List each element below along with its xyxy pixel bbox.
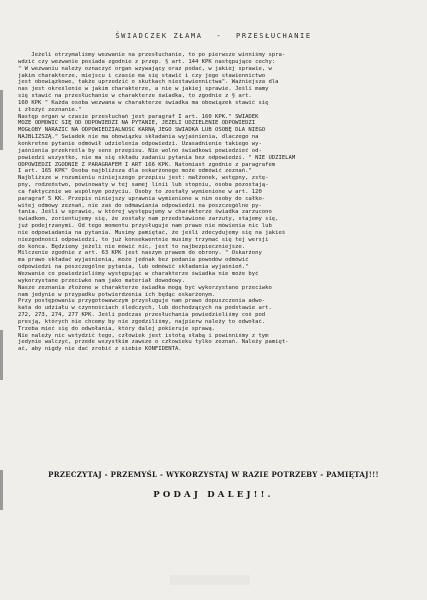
text-line: I art. 165 KPK" Osoba najbliższa dla oskarżonego może odmówić zeznań." xyxy=(18,168,252,175)
text-line: pny, rodzeństwo, powinowaty w tej samej linii lub stopniu, osoba pozostają- xyxy=(18,182,269,189)
text-line: odpowiedzi na poszczególne pytania, lub odmówić składania wyjaśnień." xyxy=(18,264,249,271)
text-line: Jeżeli otrzymaliśmy wezwanie na przesłuchanie, to po pierwsze winniśmy spra- xyxy=(18,52,286,58)
text-line: presją, których nie chcemy by nie zgodziliśmy, najpierw należy to odwołać. xyxy=(18,318,266,325)
text-line: Nie należy nic wstydzić tego, człowiek jest istotą słabą i powinniśmy z tym xyxy=(18,332,269,339)
text-line: i złożyć zeznanie." xyxy=(18,106,82,113)
paragraph xyxy=(18,52,414,114)
text-line: ać, aby nigdy nie dać zrobić z siebie KONFIDENTA. xyxy=(18,346,182,353)
text-line: Trzeba mieć się do odwołania, który dalej pokieruje sprawą. xyxy=(18,325,216,332)
text-line: MOŻE ODMÓWIĆ SIĘ OD ODPOWIEDZI NA PYTANIE, JEŻELI UDZIELENIE ODPOWIEDZI xyxy=(18,120,256,127)
text-line: Milczenie zgodnie z art. 63 KPK jest naszym prawem do obrony. " Oskarżony xyxy=(18,250,262,257)
text-line: paragraf 5 KK. Przepis niniejszy uprawnia wymienione w nim osoby do całko- xyxy=(18,195,266,202)
text-line: witej odmowy zeznań, nie zaś do odmawiania odpowiedzi na poszczególne py- xyxy=(18,202,262,209)
text-line: jakim charakterze, miejscu i czasie ma się stawić i czy jego stawiennictwo xyxy=(18,72,266,79)
paragraph xyxy=(18,285,414,353)
text-line: jaśnienia przekreśla by sens przepisu. Nie wolno świadkowi powiedzieć od- xyxy=(18,147,262,154)
text-line: już podejrzanymi. Od tego momentu przysługuje nam prawo nie mówienia nic lub xyxy=(18,223,272,230)
scan-edge-mark xyxy=(0,330,3,380)
text-line: MOGŁOBY NARAZIĆ NA ODPOWIEDZIALNOŚĆ KARNĄ JEGO ŚWIADKA LUB OSOBĘ DLA NIEGO xyxy=(18,127,266,134)
text-line: ca faktycznie we wspólnym pożyciu. Osoby to zostały wymienione w art. 120 xyxy=(18,188,262,195)
text-line: się stawić na przesłuchanie w charakterze świadka, to zgodnie z § art. xyxy=(18,93,252,100)
text-line: do końca. Będziemy jeżeli nie mówić nic, jest to najbezpieczniejsze. xyxy=(18,243,246,250)
text-line: jedynie walczyć, przede wszystkim zawsze o człowieku tylko zeznań. Należy pamięt- xyxy=(18,339,289,346)
text-line: nam jedynie w przypadku potwierdzenia ich będąc oskarżonym. xyxy=(18,291,216,298)
text-line: ma prawo składać wyjaśnienia, może jednak bez podania powodów odmówić xyxy=(18,257,249,264)
header-right: PRZESŁUCHANIE xyxy=(236,32,312,40)
text-line: kata do udziału w czynnościach śledczych, lub dochodzących na podstawie art. xyxy=(18,305,272,312)
text-line: tania. Jeśli w sprawie, w której występujemy w charakterze świadka zarzucono xyxy=(18,209,272,216)
text-line: NAJBLIŻSZĄ." Świadek nie ma obowiązku składania wyjaśnienia, dlaczego na xyxy=(18,134,259,141)
scan-edge-mark xyxy=(0,90,3,150)
document-header xyxy=(0,32,427,40)
document-body xyxy=(18,52,414,353)
text-line: niezgodności odpowiedzi, to już konsekwentnie musimy trzymać się tej wersji xyxy=(18,236,269,243)
text-line: 272, 273, 274, 277 KPK. Jeśli podczas przesłuchania powiedzieliśmy coś pod xyxy=(18,312,266,319)
bleed-through-smudge xyxy=(170,575,250,585)
text-line: 160 KPK " Każda osoba wezwana w charakterze świadka ma obowiązek stawić się xyxy=(18,99,269,106)
text-line: Najbliższe w rozumieniu niniejszego przepisu jest: małżonek, wstępny, zstę- xyxy=(18,175,269,182)
footer-slogan: PRZECZYTAJ - PRZEMYŚL - WYKORZYSTAJ W RAZIE POTRZEBY - PAMIĘTAJ!!! xyxy=(48,470,379,479)
text-line: ODPOWIEDZI ZGODNIE Z PARAGRAFEM I ART 166 KPK. Natomiast zgodnie z paragrafem xyxy=(18,161,276,168)
text-line: jest obowiązkowe, także uprzedzić o skutkach niestawiennictwa". Ważniejsza dla xyxy=(18,79,279,86)
text-line: wdzić czy wezwanie posiada zgodnie z przep. § art. 144 KPK następujące cechy: xyxy=(18,58,276,65)
header-separator: - xyxy=(216,32,223,40)
text-line: Następ organ w czasie przesłuchań jest paragraf I art. 160 KPK." ŚWIADEK xyxy=(18,113,259,120)
text-line: konkretne pytanie odmówił udzielenia odpowiedzi. Uzasadnienie takiego wy- xyxy=(18,140,262,147)
text-line: " W wezwaniu należy oznaczyć organ wzywający oraz podać, w jakiej sprawie, w xyxy=(18,65,272,72)
text-line: nie odpowiadania na pytania. Musimy pamiętać, że jeśli zdecydujemy się na jakieś xyxy=(18,229,286,236)
text-line: nas jest określenie w jakim charakterze, a nie w jakiej sprawie. Jeśli mamy xyxy=(18,86,269,93)
text-line: Wezwanie co powiedzieliśmy występując w charakterze świadka nie może być xyxy=(18,271,259,277)
text-line: świadkom, zorientujemy się, że zostały nam przedstawione zarzuty, stajemy się, xyxy=(18,216,279,223)
text-line: Nasze zeznania złożone w charakterze świadka mogą być wykorzystane przeciwko xyxy=(18,284,272,291)
text-line: wykorzystane przeciwko nam jako materiał dowodowy. xyxy=(18,277,185,284)
paragraph xyxy=(18,114,414,285)
text-line: Przy postępowaniu przygotowawczym przysługuje nam prawo dopuszczenia adwo- xyxy=(18,298,266,305)
text-line: powiedzi wszystko, nie ma się składu zadaniu pytania bez odpowiedzi. " NIE UDZIELAM xyxy=(18,154,296,161)
header-left: ŚWIADCZEK ZŁAMA xyxy=(115,32,203,40)
footer-pass-on: PODAJ DALEJ!!. xyxy=(153,490,274,500)
